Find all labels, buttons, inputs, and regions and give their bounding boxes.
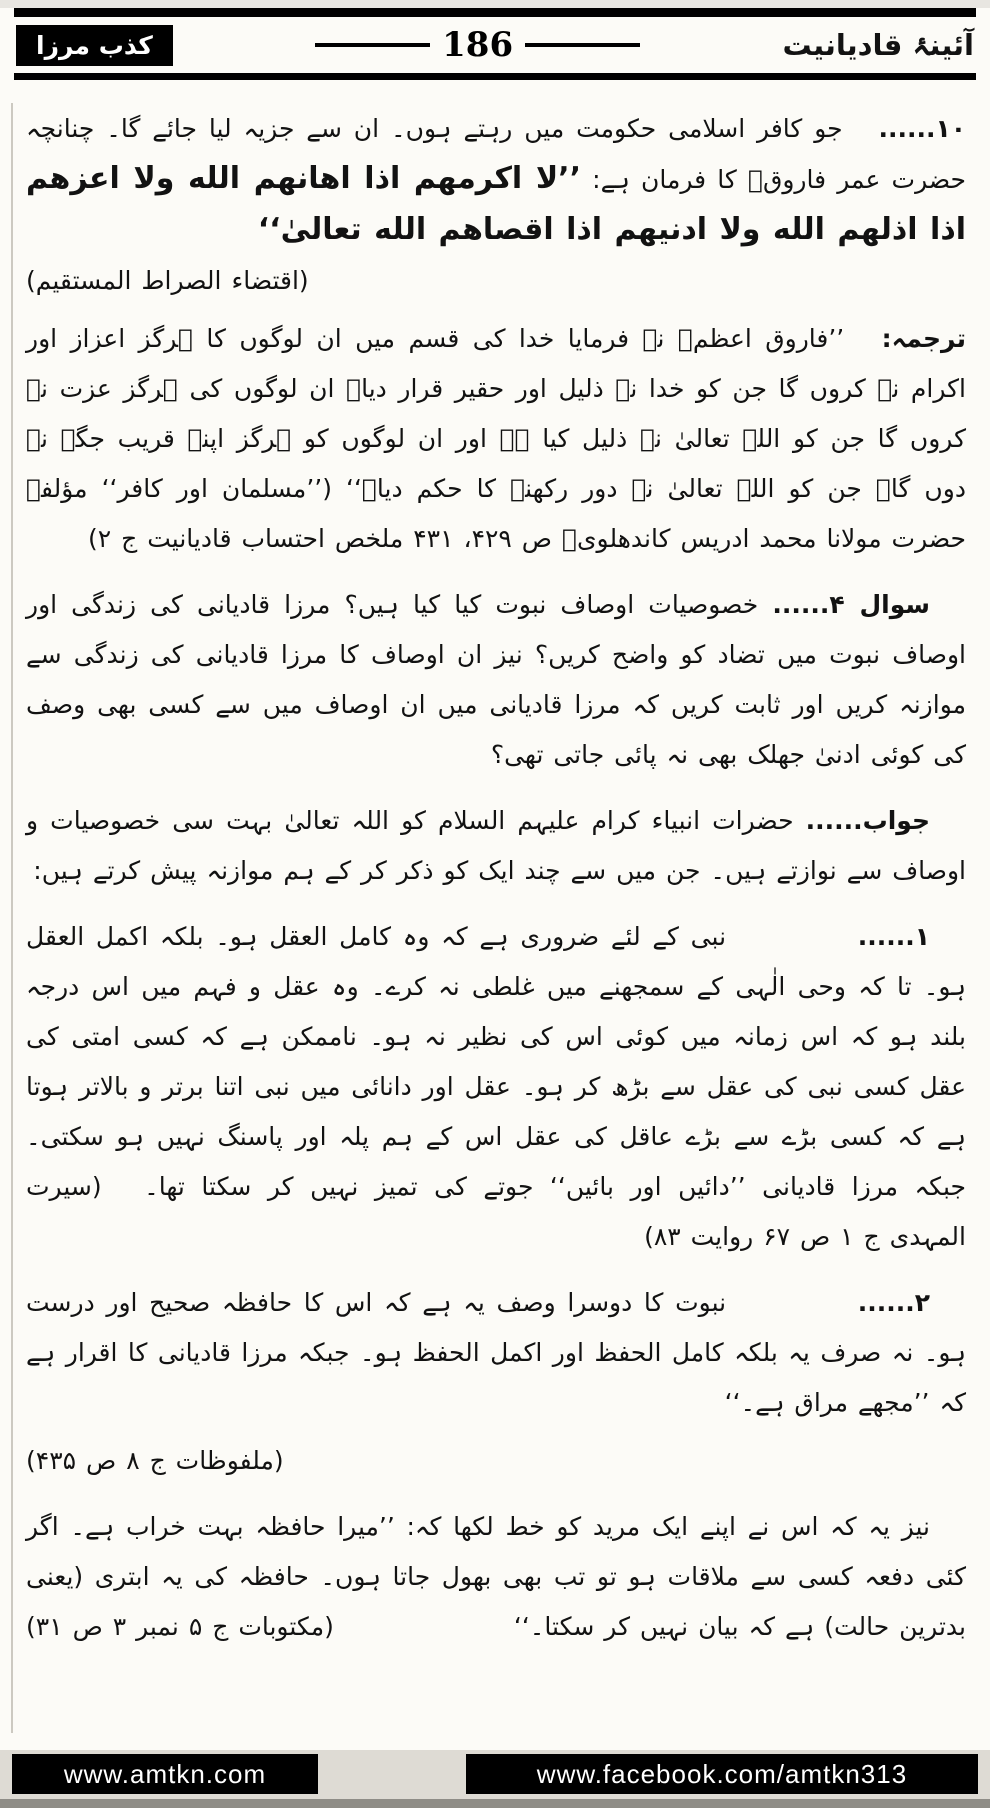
paragraph-10-text: جو کافر اسلامی حکومت میں رہتے ہوں۔ ان سے جزیہ لیا جائے گا۔ چنانچہ حضرت عمر فاروقؓ کا فرمان ہے: (26, 114, 966, 194)
header-rule (14, 73, 976, 80)
arabic-quote-citation: (اقتضاء الصراط المستقیم) (26, 266, 309, 295)
point-1-number: ۱...... (857, 922, 931, 951)
page-number-block (315, 25, 640, 65)
arabic-quote: ’’لا اکرمهم اذا اهانهم الله ولا اعزهم اذا اذلهم الله ولا ادنیهم اذا اقصاهم الله تعالیٰ‘‘ (26, 161, 966, 247)
point-2-citation: (ملفوظات ج ۸ ص ۴۳۵) (26, 1446, 284, 1475)
point-1-text: نبی کے لئے ضروری ہے کہ وہ کامل العقل ہو۔ بلکہ اکمل العقل ہو۔ تا کہ وحی الٰہی کے سمجھنے میں غلطی نہ کرے۔ وہ عقل و فہم میں اس درجہ بلند ہو کہ اس زمانہ میں کوئی اس کی نظیر نہ ہو۔ ناممکن ہے کہ کسی امتی کی عقل کسی نبی کی عقل سے بڑھ کر ہو۔ عقل اور دانائی میں نبی اتنا برتر و بالاتر ہوتا ہے کہ کسی بڑے سے بڑے عاقل کی عقل اس کے ہم پلہ اور پاسنگ نہیں ہو سکتی۔ جبکہ مرزا قادیانی ’’دائیں اور بائیں‘‘ جوتے کی تمیز نہیں کر سکتا تھا۔ (26, 922, 966, 1201)
page-number-dash-left (315, 43, 430, 47)
scan-edge-line (11, 103, 13, 1733)
answer-text: حضرات انبیاء کرام علیہم السلام کو اللہ تعالیٰ بہت سی خصوصیات و اوصاف سے نوازتے ہیں۔ جن میں سے چند ایک کو ذکر کر کے ہم موازنہ پیش کرتے ہیں: (26, 806, 966, 885)
answer (26, 796, 966, 896)
point-2 (26, 1278, 966, 1428)
point-1 (26, 912, 966, 1262)
translation-text: ’’فاروق اعظمؓ نے فرمایا خدا کی قسم میں ان لوگوں کا ہرگز اعزاز اور اکرام نہ کروں گا جن کو خدا نے ذلیل اور حقیر قرار دیا۔ ان لوگوں کی ہرگز عزت نہ کروں گا جن کو اللہ تعالیٰ نے ذلیل کیا ہے اور ان لوگوں کو ہرگز اپنے قریب جگہ نہ دوں گا۔ جن کو اللہ تعالیٰ نے دور رکھنے کا حکم دیا۔‘‘ (’’مسلمان اور کافر‘‘ مؤلفہ حضرت مولانا محمد ادریس کاندھلویؒ ص ۴۲۹، ۴۳۱ ملخص احتساب قادیانیت ج ۲) (26, 324, 966, 553)
point-2-number: ۲...... (857, 1288, 931, 1317)
page-number-dash-right (525, 43, 640, 47)
page-header (0, 17, 990, 73)
footer-website-url: www.amtkn.com (12, 1754, 318, 1794)
book-title: آئینۂ قادیانیت (782, 28, 974, 62)
page-body (0, 80, 990, 1652)
book-page-scan (0, 8, 990, 1808)
paragraph-letter-text: نیز یہ کہ اس نے اپنے ایک مرید کو خط لکھا کہ: ’’میرا حافظہ بہت خراب ہے۔ اگر کئی دفعہ کسی سے ملاقات ہو تو تب بھی بھول جاتا ہوں۔ حافظہ کی یہ ابتری (یعنی بدترین حالت) ہے کہ بیان نہیں کر سکتا۔‘‘ (26, 1512, 966, 1641)
question-4-number: سوال ۴...... (772, 590, 930, 619)
question-4-text: خصوصیات اوصاف نبوت کیا کیا ہیں؟ مرزا قادیانی کی زندگی اور اوصاف نبوت میں تضاد کو واضح کریں؟ نیز ان اوصاف کا مرزا قادیانی کی زندگی سے موازنہ کریں اور ثابت کریں کہ مرزا قادیانی میں ان اوصاف میں سے کسی بھی وصف کی کوئی ادنیٰ جھلک بھی نہ پائی جاتی تھی؟ (26, 590, 966, 769)
top-rule (14, 8, 976, 17)
paragraph-letter-citation: (مکتوبات ج ۵ نمبر ۳ ص ۳۱) (26, 1612, 334, 1641)
paragraph-letter (26, 1502, 966, 1652)
header-left-badge: کذب مرزا (16, 25, 173, 66)
footer-facebook-url: www.facebook.com/amtkn313 (466, 1754, 978, 1794)
scan-bottom-edge (0, 1799, 990, 1808)
point-1-citation: (سیرت المہدی ج ۱ ص ۶۷ روایت ۸۳) (26, 1172, 966, 1251)
paragraph-10 (26, 104, 966, 306)
point-2-text: نبوت کا دوسرا وصف یہ ہے کہ اس کا حافظہ صحیح اور درست ہو۔ نہ صرف یہ بلکہ کامل الحفظ اور اکمل الحفظ ہو۔ جبکہ مرزا قادیانی کا اقرار ہے کہ ’’مجھے مراق ہے۔‘‘ (26, 1288, 966, 1417)
answer-label: جواب...... (805, 806, 930, 835)
translation-label: ترجمہ: (881, 324, 966, 353)
paragraph-10-number: ۱۰...... (878, 114, 966, 143)
question-4 (26, 580, 966, 780)
page-number: 186 (442, 25, 514, 65)
paragraph-translation (26, 314, 966, 564)
